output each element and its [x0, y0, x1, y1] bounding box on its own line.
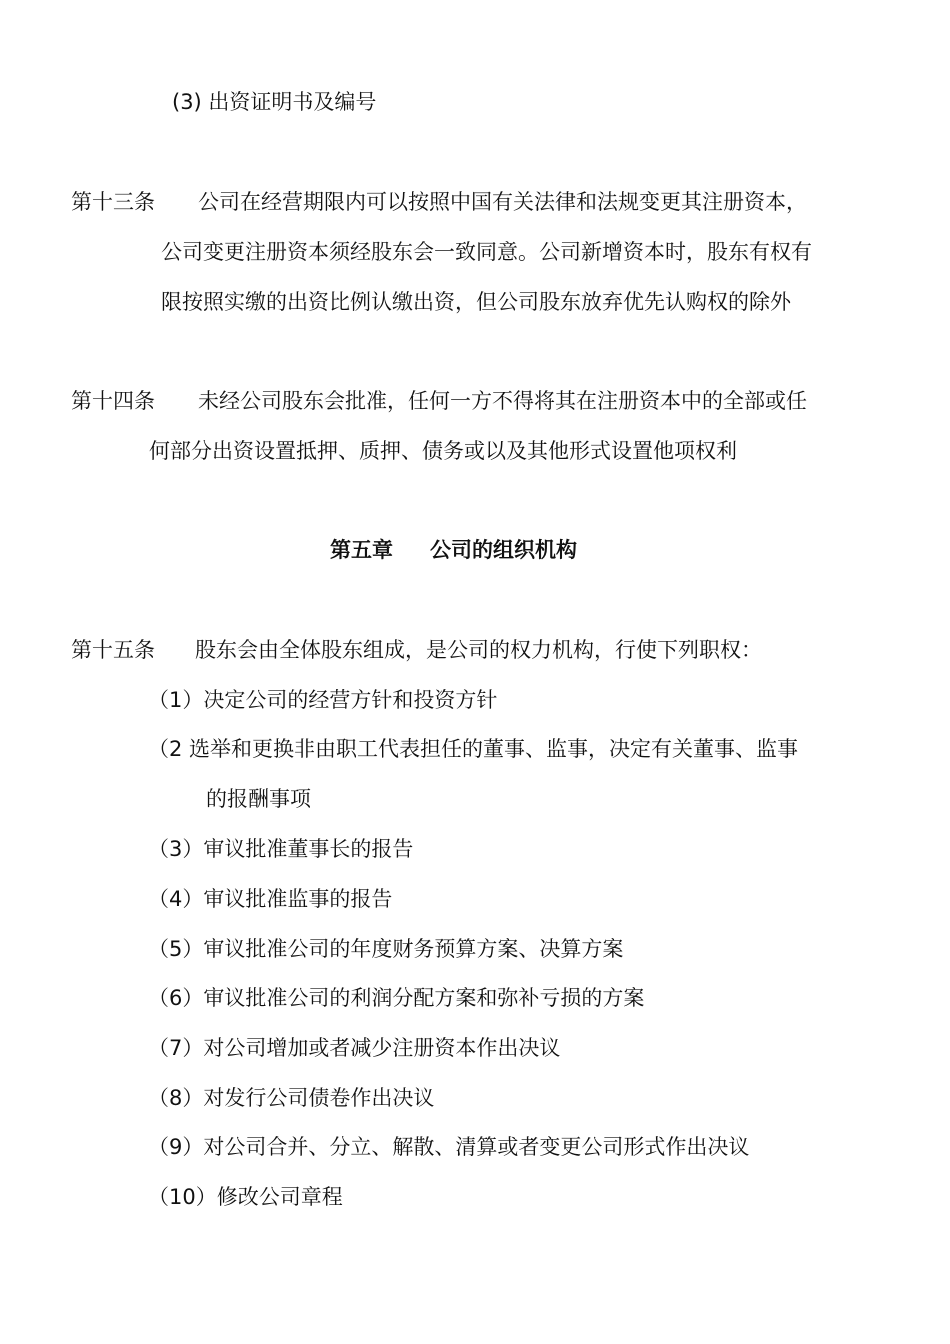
list-item-8: （8）对发行公司债卷作出决议: [148, 1086, 435, 1110]
list-item-7: （7）对公司增加或者减少注册资本作出决议: [148, 1036, 561, 1060]
list-item-9: （9）对公司合并、分立、解散、清算或者变更公司形式作出决议: [148, 1135, 750, 1159]
list-item-6: （6）审议批准公司的利润分配方案和弥补亏损的方案: [148, 986, 645, 1010]
chapter-title: 公司的组织机构: [430, 538, 577, 562]
list-item-3: （3）审议批准董事长的报告: [148, 837, 414, 861]
article-14-line-1: 未经公司股东会批准，任何一方不得将其在注册资本中的全部或任: [198, 389, 807, 413]
list-item-10: （10）修改公司章程: [148, 1185, 343, 1209]
article-15-label: 第十五条: [71, 638, 155, 662]
list-item-1: （1）决定公司的经营方针和投资方针: [148, 688, 498, 712]
article-13-line-3: 限按照实缴的出资比例认缴出资，但公司股东放弃优先认购权的除外: [161, 290, 791, 314]
article-14-label: 第十四条: [71, 389, 155, 413]
article-14-line-2: 何部分出资设置抵押、质押、债务或以及其他形式设置他项权利: [149, 439, 737, 463]
list-item-4: （4）审议批准监事的报告: [148, 887, 393, 911]
list-item-2-line-2: 的报酬事项: [206, 787, 311, 811]
article-13-line-2: 公司变更注册资本须经股东会一致同意。公司新增资本时，股东有权有: [161, 240, 812, 264]
article-13-label: 第十三条: [71, 190, 155, 214]
article-15-line-1: 股东会由全体股东组成，是公司的权力机构，行使下列职权：: [195, 638, 762, 662]
item-3-capital-certificate: (3) 出资证明书及编号: [172, 90, 377, 114]
article-13-line-1: 公司在经营期限内可以按照中国有关法律和法规变更其注册资本，: [198, 190, 807, 214]
chapter-number: 第五章: [330, 538, 393, 562]
list-item-5: （5）审议批准公司的年度财务预算方案、决算方案: [148, 937, 624, 961]
list-item-2-line-1: （2 选举和更换非由职工代表担任的董事、监事，决定有关董事、监事: [148, 737, 799, 761]
